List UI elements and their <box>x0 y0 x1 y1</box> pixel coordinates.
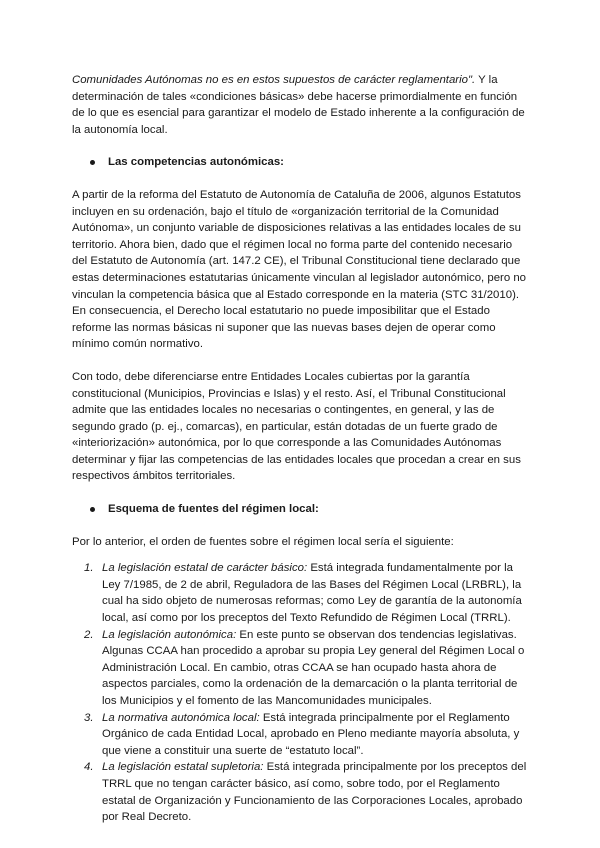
bullet-icon <box>90 507 95 512</box>
list-number: 2. <box>84 628 94 641</box>
document-page <box>72 72 530 826</box>
paragraph: A partir de la reforma del Estatuto de Autonomía de Cataluña de 2006, algunos Estatutos incluyen en su ordenación, bajo el título de «organización territorial de la Comunidad Autónoma», un conjunto variable de disposiciones relativas a las entidades locales de su territorio. Ahora bien, dado que el régimen local no forma parte del contenido necesario del Estatuto de Autonomía (art. 147.2 CE), el Tribunal Constitucional tiene declarado que estas determinaciones estatutarias únicamente vinculan al legislador autonómico, pero no vinculan la competencia básica que al Estado corresponde en la materia (STC 31/2010). En consecuencia, el Derecho local estatutario no puede imposibilitar que el Estado reforme las normas básicas ni suponer que las nuevas bases dejen de operar como mínimo común normativo. <box>72 188 526 351</box>
intro-paragraph <box>72 72 530 138</box>
heading-text: Las competencias autonómicas: <box>108 156 284 169</box>
item-title: La normativa autonómica local: <box>102 711 260 724</box>
intro-text: Y la determinación de tales «condiciones básicas» debe hacerse primordialmente en función de lo que es esencial para garantizar el modelo de Estado inherente a la configuración de la autonomía local. <box>72 74 525 136</box>
sources-list <box>72 560 530 826</box>
paragraph: Por lo anterior, el orden de fuentes sobre el régimen local sería el siguiente: <box>72 535 454 548</box>
item-title: La legislación estatal supletoria: <box>102 761 264 774</box>
item-title: La legislación estatal de carácter básico: <box>102 562 308 575</box>
section-heading-esquema <box>90 501 530 518</box>
item-title: La legislación autonómica: <box>102 628 237 641</box>
list-item <box>84 627 530 710</box>
paragraph: Con todo, debe diferenciarse entre Entidades Locales cubiertas por la garantía constitucional (Municipios, Provincias e Islas) y el resto. Así, el Tribunal Constitucional admite que las entidades locales no necesarias o contingentes, en general, y las de segundo grado (p. ej., comarcas), en particular, están dotadas de un fuerte grado de «interiorización» autonómica, por lo que corresponde a las Comunidades Autónomas determinar y fijar las competencias de las entidades locales que procedan a crear en sus respectivos ámbitos territoriales. <box>72 370 521 483</box>
list-item <box>84 560 530 626</box>
list-number: 1. <box>84 562 94 575</box>
item-text: En este punto se observan dos tendencias legislativas. Algunas CCAA han procedido a aprobar su propia Ley general del Régimen Local o Administración Local. En cambio, otras CCAA se han ocupado hasta ahora de aspectos parciales, como la ordenación de la demarcación o la planta territorial de los Municipios y el fomento de las Mancomunidades municipales. <box>102 628 525 707</box>
item-text: Está integrada principalmente por los preceptos del TRRL que no tengan carácter básico, así como, sobre todo, por el Reglamento estatal de Organización y Funcionamiento de las Corporaciones Locales, aprobado por Real Decreto. <box>102 761 527 824</box>
section-heading-competencias <box>90 154 530 171</box>
heading-text: Esquema de fuentes del régimen local: <box>108 503 319 516</box>
item-text: Está integrada principalmente por el Reglamento Orgánico de cada Entidad Local, aprobado en Pleno mediante mayoría absoluta, y que viene a constituir una suerte de “estatuto local”. <box>102 711 520 757</box>
list-item <box>84 759 530 825</box>
item-text: Está integrada fundamentalmente por la Ley 7/1985, de 2 de abril, Reguladora de las Bases del Régimen Local (LRBRL), la cual ha sido objeto de numerosas reformas; como Ley de garantía de la autonomía local, así como por los preceptos del Texto Refundido de Régimen Local (TRRL). <box>102 562 522 625</box>
list-number: 4. <box>84 761 94 774</box>
list-number: 3. <box>84 711 94 724</box>
list-item <box>84 710 530 760</box>
intro-quote: Comunidades Autónomas no es en estos supuestos de carácter reglamentario". <box>72 74 476 86</box>
bullet-icon <box>90 160 95 165</box>
